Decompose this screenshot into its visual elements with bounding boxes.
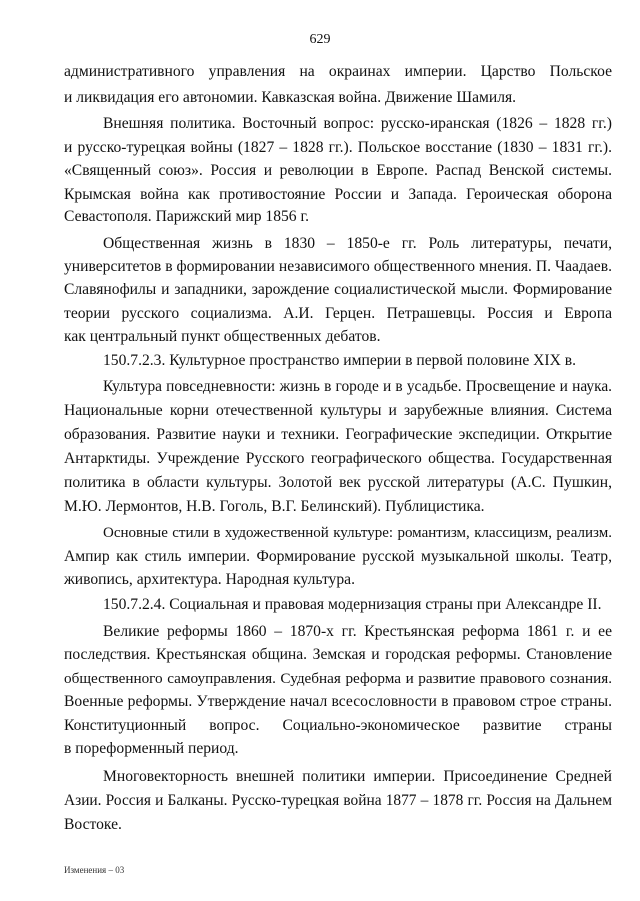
text-line: Культура повседневности: жизнь в городе и в усадьбе. Просвещение и наука. xyxy=(103,378,612,395)
section-heading: 150.7.2.4. Социальная и правовая модернизация страны при Александре II. xyxy=(103,596,602,613)
text-line: общественного самоуправления. Судебная реформа и развитие правового сознания. xyxy=(64,670,612,687)
text-line: как центральный пункт общественных дебатов. xyxy=(64,328,381,345)
text-line: Ампир как стиль империи. Формирование русской музыкальной школы. Театр, xyxy=(64,548,612,565)
text-line: Внешняя политика. Восточный вопрос: русско-иранская (1826 – 1828 гг.) xyxy=(103,115,612,132)
text-line: университетов в формировании независимого общественного мнения. П. Чаадаев. xyxy=(64,258,612,275)
text-line: Многовекторность внешней политики империи. Присоединение Средней xyxy=(103,768,612,785)
text-line: и ликвидация его автономии. Кавказская война. Движение Шамиля. xyxy=(64,89,517,106)
text-line: Конституционный вопрос. Социально-экономическое развитие страны xyxy=(64,717,612,734)
text-line: Общественная жизнь в 1830 – 1850-е гг. Роль литературы, печати, xyxy=(103,235,612,252)
page-number: 629 xyxy=(309,32,331,47)
text-line: последствия. Крестьянская община. Земская и городская реформы. Становление xyxy=(64,646,612,663)
text-line: Основные стили в художественной культуре: романтизм, классицизм, реализм. xyxy=(103,525,612,541)
text-line: Востоке. xyxy=(64,816,122,833)
text-line: Крымская война как противостояние России и Запада. Героическая оборона xyxy=(64,186,612,203)
text-line: в пореформенный период. xyxy=(64,740,239,757)
text-line: образования. Развитие науки и техники. Географические экспедиции. Открытие xyxy=(64,426,612,443)
text-line: теории русского социализма. А.И. Герцен. Петрашевцы. Россия и Европа xyxy=(64,305,612,322)
text-line: Великие реформы 1860 – 1870-х гг. Крестьянская реформа 1861 г. и ее xyxy=(103,623,612,640)
text-line: Азии. Россия и Балканы. Русско-турецкая война 1877 – 1878 гг. Россия на Дальнем xyxy=(64,792,612,809)
text-line: административного управления на окраинах империи. Царство Польское xyxy=(64,63,612,80)
text-line: Славянофилы и западники, зарождение социалистической мысли. Формирование xyxy=(64,281,612,298)
text-line: Антарктиды. Учреждение Русского географического общества. Государственная xyxy=(64,450,612,467)
page-footer: Изменения – 03 xyxy=(64,865,125,875)
section-heading: 150.7.2.3. Культурное пространство империи в первой половине XIX в. xyxy=(103,352,577,369)
text-line: Национальные корни отечественной культуры и зарубежные влияния. Система xyxy=(64,402,612,419)
text-line: «Священный союз». Россия и революции в Европе. Распад Венской системы. xyxy=(64,162,612,179)
text-line: политика в области культуры. Золотой век русской литературы (А.С. Пушкин, xyxy=(64,474,612,491)
text-line: Севастополя. Парижский мир 1856 г. xyxy=(64,208,310,225)
text-line: живопись, архитектура. Народная культура. xyxy=(64,571,355,588)
text-line: М.Ю. Лермонтов, Н.В. Гоголь, В.Г. Белинский). Публицистика. xyxy=(64,498,485,515)
text-line: и русско-турецкая войны (1827 – 1828 гг.). Польское восстание (1830 – 1831 гг.). xyxy=(64,139,612,156)
text-line: Военные реформы. Утверждение начал всесословности в правовом строе страны. xyxy=(64,693,612,710)
